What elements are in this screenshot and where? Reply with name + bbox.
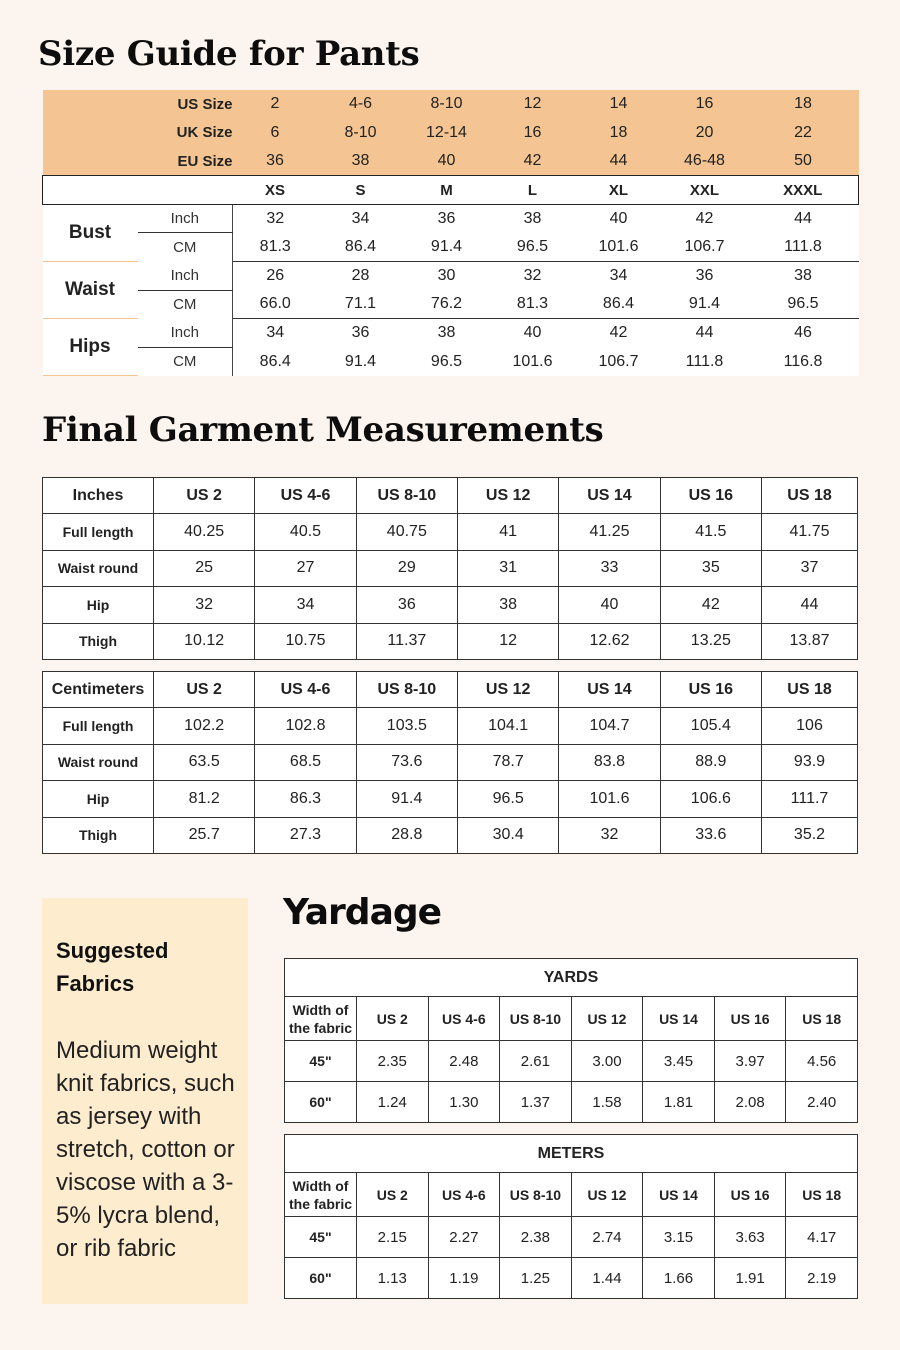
value-cell: 81.2 (154, 781, 255, 817)
value-cell: 41.5 (660, 514, 761, 550)
table-caption: YARDS (285, 959, 858, 997)
value-cell: 36 (356, 587, 457, 623)
measure-value-cell: 96.5 (404, 347, 490, 376)
value-cell: 41.25 (559, 514, 660, 550)
table-row (43, 781, 858, 817)
measure-value-cell: 28 (318, 262, 404, 291)
letter-size-corner (43, 176, 233, 205)
measure-value-cell: 30 (404, 262, 490, 291)
size-header-cell: US 14 (643, 997, 715, 1041)
size-value-cell: 38 (318, 147, 404, 176)
row-label: Hip (43, 781, 154, 817)
value-cell: 2.40 (786, 1082, 858, 1123)
size-value-cell: 18 (748, 90, 859, 119)
letter-size-cell: XXXL (748, 176, 859, 205)
measure-value-cell: 36 (318, 319, 404, 348)
value-cell: 1.37 (500, 1082, 572, 1123)
value-cell: 1.19 (428, 1258, 500, 1299)
value-cell: 40.25 (154, 514, 255, 550)
measure-inch-row (43, 262, 859, 291)
size-guide-title: Size Guide for Pants (38, 34, 420, 74)
unit-label: CM (138, 290, 233, 319)
size-guide-table (42, 90, 859, 376)
row-label: 60" (285, 1082, 357, 1123)
size-header-cell: US 14 (643, 1173, 715, 1217)
size-value-cell: 12-14 (404, 119, 490, 148)
table-row (43, 587, 858, 623)
measure-value-cell: 34 (233, 319, 318, 348)
value-cell: 102.2 (154, 708, 255, 744)
measure-value-cell: 91.4 (404, 233, 490, 262)
value-cell: 1.44 (571, 1258, 643, 1299)
value-cell: 96.5 (457, 781, 558, 817)
size-value-cell: 18 (576, 119, 662, 148)
value-cell: 93.9 (762, 744, 858, 780)
size-value-cell: 8-10 (318, 119, 404, 148)
measure-value-cell: 38 (404, 319, 490, 348)
size-label-row (43, 119, 859, 148)
size-header-cell: US 18 (762, 478, 858, 514)
measure-value-cell: 34 (318, 204, 404, 233)
value-cell: 11.37 (356, 623, 457, 659)
measure-value-cell: 111.8 (748, 233, 859, 262)
row-label: Hip (43, 587, 154, 623)
letter-size-cell: XL (576, 176, 662, 205)
width-of-fabric-label (285, 997, 357, 1041)
size-header-cell: US 18 (786, 1173, 858, 1217)
fabrics-title-line2: Fabrics (56, 971, 135, 996)
measure-value-cell: 44 (748, 204, 859, 233)
table-row (43, 550, 858, 586)
value-cell: 63.5 (154, 744, 255, 780)
table-row (285, 1258, 858, 1299)
measure-value-cell: 106.7 (576, 347, 662, 376)
value-cell: 2.48 (428, 1041, 500, 1082)
measure-value-cell: 38 (490, 204, 576, 233)
value-cell: 32 (559, 817, 660, 853)
measure-value-cell: 40 (490, 319, 576, 348)
value-cell: 40.5 (255, 514, 356, 550)
value-cell: 12.62 (559, 623, 660, 659)
value-cell: 106 (762, 708, 858, 744)
size-value-cell: 44 (576, 147, 662, 176)
value-cell: 25.7 (154, 817, 255, 853)
value-cell: 13.25 (660, 623, 761, 659)
size-value-cell: 4-6 (318, 90, 404, 119)
value-cell: 78.7 (457, 744, 558, 780)
measure-value-cell: 101.6 (490, 347, 576, 376)
value-cell: 86.3 (255, 781, 356, 817)
measure-value-cell: 106.7 (662, 233, 748, 262)
value-cell: 3.00 (571, 1041, 643, 1082)
value-cell: 2.08 (714, 1082, 786, 1123)
header-row (43, 672, 858, 708)
value-cell: 3.97 (714, 1041, 786, 1082)
size-value-cell: 2 (233, 90, 318, 119)
value-cell: 33.6 (660, 817, 761, 853)
size-header-cell: US 8-10 (356, 672, 457, 708)
measure-value-cell: 76.2 (404, 290, 490, 319)
unit-label: Inch (138, 262, 233, 291)
size-header-cell: US 12 (571, 997, 643, 1041)
size-value-cell: 40 (404, 147, 490, 176)
measure-value-cell: 86.4 (576, 290, 662, 319)
row-label: Waist round (43, 744, 154, 780)
value-cell: 1.81 (643, 1082, 715, 1123)
value-cell: 111.7 (762, 781, 858, 817)
measure-cm-row (43, 290, 859, 319)
measure-value-cell: 91.4 (318, 347, 404, 376)
value-cell: 33 (559, 550, 660, 586)
size-header-cell: US 14 (559, 672, 660, 708)
value-cell: 35.2 (762, 817, 858, 853)
corner-line: Width of (292, 1001, 349, 1018)
size-header-cell: US 12 (457, 478, 558, 514)
value-cell: 68.5 (255, 744, 356, 780)
value-cell: 12 (457, 623, 558, 659)
measure-cm-row (43, 347, 859, 376)
measure-value-cell: 101.6 (576, 233, 662, 262)
size-header-cell: US 2 (154, 478, 255, 514)
caption-row (285, 959, 858, 997)
value-cell: 2.35 (357, 1041, 429, 1082)
value-cell: 88.9 (660, 744, 761, 780)
measure-value-cell: 81.3 (233, 233, 318, 262)
size-value-cell: 50 (748, 147, 859, 176)
unit-label: Inch (138, 204, 233, 233)
size-header-cell: US 16 (714, 1173, 786, 1217)
table-row (43, 744, 858, 780)
value-cell: 42 (660, 587, 761, 623)
table-row (43, 817, 858, 853)
letter-size-cell: L (490, 176, 576, 205)
size-header-cell: US 2 (357, 997, 429, 1041)
value-cell: 1.66 (643, 1258, 715, 1299)
size-value-cell: 42 (490, 147, 576, 176)
fabrics-description: Medium weight knit fabrics, such as jersey with stretch, cotton or viscose with a 3-5% lycra blend, or rib fabric (56, 1037, 235, 1262)
value-cell: 30.4 (457, 817, 558, 853)
measure-inch-row (43, 204, 859, 233)
size-header-cell: US 16 (660, 672, 761, 708)
size-header-cell: US 8-10 (500, 997, 572, 1041)
size-value-cell: 46-48 (662, 147, 748, 176)
suggested-fabrics-box (42, 898, 248, 1304)
size-system-label: UK Size (43, 119, 233, 148)
final-inches-table (42, 477, 858, 660)
measure-group-label: Bust (43, 204, 138, 261)
corner-label: Inches (43, 478, 154, 514)
row-label: 45" (285, 1217, 357, 1258)
value-cell: 31 (457, 550, 558, 586)
measure-value-cell: 66.0 (233, 290, 318, 319)
size-value-cell: 22 (748, 119, 859, 148)
value-cell: 105.4 (660, 708, 761, 744)
fabrics-title-line1: Suggested (56, 938, 169, 963)
measure-value-cell: 111.8 (662, 347, 748, 376)
value-cell: 1.13 (357, 1258, 429, 1299)
size-header-cell: US 8-10 (500, 1173, 572, 1217)
size-value-cell: 14 (576, 90, 662, 119)
value-cell: 2.74 (571, 1217, 643, 1258)
width-of-fabric-label (285, 1173, 357, 1217)
size-label-row (43, 147, 859, 176)
measure-value-cell: 86.4 (233, 347, 318, 376)
size-header-cell: US 4-6 (428, 997, 500, 1041)
row-label: 60" (285, 1258, 357, 1299)
corner-line: the fabric (288, 1019, 352, 1036)
value-cell: 4.56 (786, 1041, 858, 1082)
measure-value-cell: 36 (404, 204, 490, 233)
measure-value-cell: 44 (662, 319, 748, 348)
size-value-cell: 20 (662, 119, 748, 148)
letter-size-cell: XXL (662, 176, 748, 205)
value-cell: 104.1 (457, 708, 558, 744)
measure-value-cell: 116.8 (748, 347, 859, 376)
value-cell: 104.7 (559, 708, 660, 744)
letter-size-cell: M (404, 176, 490, 205)
row-label: 45" (285, 1041, 357, 1082)
size-value-cell: 36 (233, 147, 318, 176)
value-cell: 44 (762, 587, 858, 623)
size-header-cell: US 16 (714, 997, 786, 1041)
value-cell: 4.17 (786, 1217, 858, 1258)
measure-value-cell: 81.3 (490, 290, 576, 319)
size-value-cell: 16 (662, 90, 748, 119)
table-row (43, 514, 858, 550)
measure-value-cell: 96.5 (748, 290, 859, 319)
value-cell: 91.4 (356, 781, 457, 817)
value-cell: 38 (457, 587, 558, 623)
measure-value-cell: 32 (233, 204, 318, 233)
table-caption: METERS (285, 1135, 858, 1173)
size-header-cell: US 8-10 (356, 478, 457, 514)
measure-value-cell: 46 (748, 319, 859, 348)
value-cell: 2.38 (500, 1217, 572, 1258)
value-cell: 40.75 (356, 514, 457, 550)
value-cell: 1.24 (357, 1082, 429, 1123)
size-header-cell: US 4-6 (428, 1173, 500, 1217)
measure-value-cell: 96.5 (490, 233, 576, 262)
value-cell: 34 (255, 587, 356, 623)
value-cell: 37 (762, 550, 858, 586)
value-cell: 27.3 (255, 817, 356, 853)
value-cell: 40 (559, 587, 660, 623)
corner-label: Centimeters (43, 672, 154, 708)
row-label: Waist round (43, 550, 154, 586)
table-row (43, 623, 858, 659)
corner-line: the fabric (288, 1195, 352, 1212)
size-system-label: EU Size (43, 147, 233, 176)
value-cell: 28.8 (356, 817, 457, 853)
measure-value-cell: 34 (576, 262, 662, 291)
row-label: Full length (43, 708, 154, 744)
size-header-cell: US 2 (154, 672, 255, 708)
table-row (285, 1082, 858, 1123)
yardage-yards-table (284, 958, 858, 1123)
value-cell: 41.75 (762, 514, 858, 550)
value-cell: 102.8 (255, 708, 356, 744)
value-cell: 2.61 (500, 1041, 572, 1082)
measure-value-cell: 42 (576, 319, 662, 348)
measure-value-cell: 91.4 (662, 290, 748, 319)
letter-size-cell: S (318, 176, 404, 205)
size-header-cell: US 18 (786, 997, 858, 1041)
unit-label: CM (138, 233, 233, 262)
size-system-label: US Size (43, 90, 233, 119)
value-cell: 35 (660, 550, 761, 586)
size-header-cell: US 4-6 (255, 478, 356, 514)
table-row (285, 1041, 858, 1082)
yardage-title: Yardage (283, 892, 442, 933)
value-cell: 2.15 (357, 1217, 429, 1258)
header-row (285, 997, 858, 1041)
measure-inch-row (43, 319, 859, 348)
header-row (285, 1173, 858, 1217)
final-garment-title: Final Garment Measurements (42, 410, 604, 450)
caption-row (285, 1135, 858, 1173)
measure-value-cell: 32 (490, 262, 576, 291)
row-label: Full length (43, 514, 154, 550)
measure-group-label: Hips (43, 319, 138, 376)
size-header-cell: US 12 (571, 1173, 643, 1217)
row-label: Thigh (43, 817, 154, 853)
measure-value-cell: 40 (576, 204, 662, 233)
size-value-cell: 16 (490, 119, 576, 148)
measure-value-cell: 71.1 (318, 290, 404, 319)
size-header-cell: US 16 (660, 478, 761, 514)
value-cell: 103.5 (356, 708, 457, 744)
header-row (43, 478, 858, 514)
value-cell: 3.63 (714, 1217, 786, 1258)
value-cell: 41 (457, 514, 558, 550)
final-cm-table (42, 671, 858, 854)
measure-group-label: Waist (43, 262, 138, 319)
table-row (285, 1217, 858, 1258)
value-cell: 13.87 (762, 623, 858, 659)
value-cell: 3.15 (643, 1217, 715, 1258)
measure-value-cell: 38 (748, 262, 859, 291)
unit-label: CM (138, 347, 233, 376)
size-label-row (43, 90, 859, 119)
value-cell: 101.6 (559, 781, 660, 817)
size-value-cell: 6 (233, 119, 318, 148)
size-header-cell: US 2 (357, 1173, 429, 1217)
size-header-cell: US 12 (457, 672, 558, 708)
value-cell: 1.30 (428, 1082, 500, 1123)
value-cell: 73.6 (356, 744, 457, 780)
size-header-cell: US 18 (762, 672, 858, 708)
value-cell: 2.27 (428, 1217, 500, 1258)
letter-size-cell: XS (233, 176, 318, 205)
measure-value-cell: 42 (662, 204, 748, 233)
size-header-cell: US 14 (559, 478, 660, 514)
size-header-cell: US 4-6 (255, 672, 356, 708)
value-cell: 32 (154, 587, 255, 623)
value-cell: 1.91 (714, 1258, 786, 1299)
value-cell: 2.19 (786, 1258, 858, 1299)
fabrics-title (56, 934, 248, 1000)
value-cell: 25 (154, 550, 255, 586)
corner-line: Width of (292, 1177, 349, 1194)
letter-size-row (43, 176, 859, 205)
measure-cm-row (43, 233, 859, 262)
value-cell: 1.25 (500, 1258, 572, 1299)
yardage-meters-table (284, 1134, 858, 1299)
size-value-cell: 12 (490, 90, 576, 119)
value-cell: 83.8 (559, 744, 660, 780)
measure-value-cell: 86.4 (318, 233, 404, 262)
value-cell: 3.45 (643, 1041, 715, 1082)
measure-value-cell: 26 (233, 262, 318, 291)
unit-label: Inch (138, 319, 233, 348)
value-cell: 1.58 (571, 1082, 643, 1123)
value-cell: 29 (356, 550, 457, 586)
measure-value-cell: 36 (662, 262, 748, 291)
size-value-cell: 8-10 (404, 90, 490, 119)
value-cell: 10.75 (255, 623, 356, 659)
table-row (43, 708, 858, 744)
value-cell: 106.6 (660, 781, 761, 817)
value-cell: 10.12 (154, 623, 255, 659)
value-cell: 27 (255, 550, 356, 586)
row-label: Thigh (43, 623, 154, 659)
